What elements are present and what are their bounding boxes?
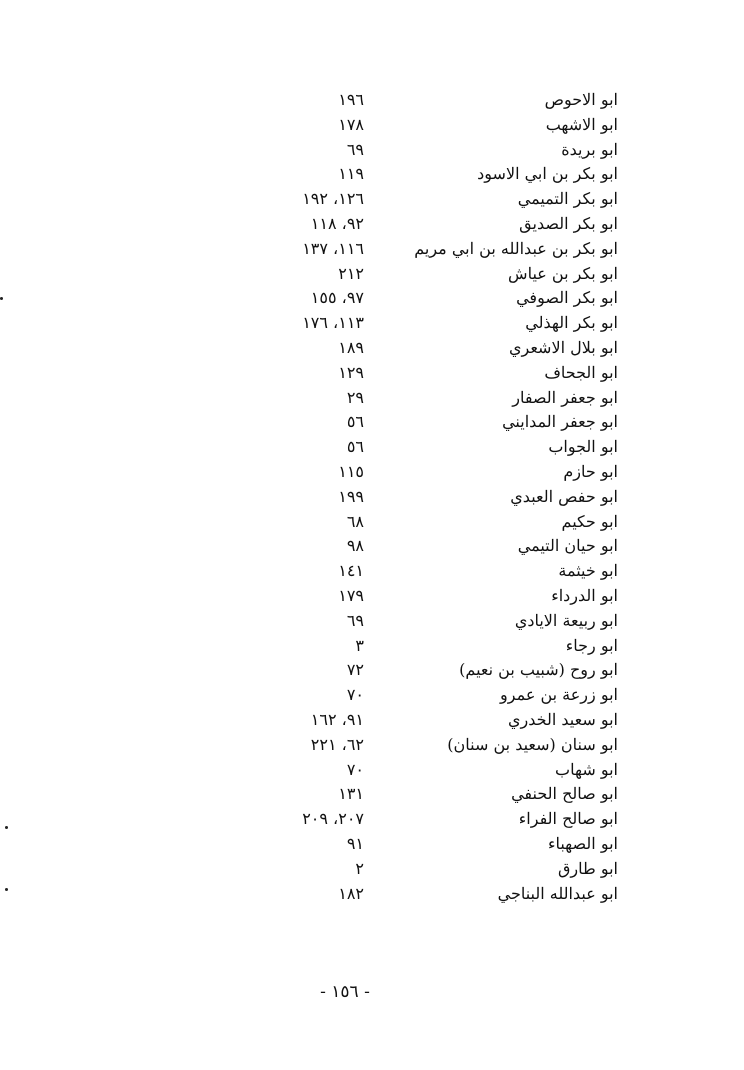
index-entry [0, 361, 744, 386]
entry-page-refs: ٩٢، ١١٨ [310, 213, 364, 233]
index-entry [0, 882, 744, 907]
entry-page-refs: ١٨٢ [338, 883, 364, 903]
entry-name: ابو روح (شبيب بن نعيم) [459, 660, 618, 680]
entry-name: ابو بكر الصوفي [516, 288, 618, 308]
entry-name: ابو ربيعة الايادي [514, 610, 618, 630]
entry-page-refs: ٧٠ [346, 759, 364, 779]
entry-page-refs: ١١٩ [338, 164, 364, 184]
entry-page-refs: ٢٩ [346, 387, 364, 407]
index-entry [0, 435, 744, 460]
entry-name: ابو طارق [558, 858, 618, 878]
index-entry [0, 187, 744, 212]
page-number: - ١٥٦ - [320, 982, 370, 1002]
entry-name: ابو عبدالله البناجي [497, 883, 618, 903]
entry-name: ابو حكيم [561, 511, 618, 531]
entry-page-refs: ٢ [355, 858, 364, 878]
index-entry [0, 162, 744, 187]
index-entry [0, 584, 744, 609]
index-entry [0, 658, 744, 683]
index-entry [0, 460, 744, 485]
entry-name: ابو خيثمة [558, 561, 618, 581]
entry-name: ابو جعفر المدايني [502, 412, 618, 432]
entry-page-refs: ٣ [355, 635, 364, 655]
entry-page-refs: ١٩٦ [338, 90, 364, 109]
entry-page-refs: ١٣١ [338, 784, 364, 804]
entry-page-refs: ١١٣، ١٧٦ [302, 313, 364, 333]
entry-name: ابو الاشهب [545, 114, 618, 134]
edge-mark [0, 297, 3, 300]
index-entry [0, 733, 744, 758]
index-entry [0, 410, 744, 435]
entry-page-refs: ١١٥ [338, 461, 364, 481]
index-entry [0, 634, 744, 659]
entry-page-refs: ٩١، ١٦٢ [310, 709, 364, 729]
index-entry [0, 609, 744, 634]
index-entry [0, 262, 744, 287]
entry-name: ابو بكر بن ابي الاسود [477, 164, 618, 184]
edge-mark [5, 826, 8, 829]
entry-page-refs: ٦٨ [346, 511, 364, 531]
entry-name: ابو بريدة [561, 139, 618, 159]
entry-page-refs: ٦٢، ٢٢١ [310, 734, 364, 754]
entry-name: ابو صالح الفراء [518, 809, 618, 829]
entry-page-refs: ١٤١ [338, 561, 364, 581]
entry-name: ابو حفص العبدي [510, 486, 618, 506]
index-entry [0, 485, 744, 510]
entry-name: ابو بكر التميمي [517, 189, 618, 209]
entry-name: ابو بكر بن عبدالله بن ابي مريم [414, 238, 618, 258]
entry-name: ابو الصهباء [547, 833, 618, 853]
index-entry [0, 534, 744, 559]
entry-page-refs: ٦٩ [346, 139, 364, 159]
entry-page-refs: ١٢٩ [338, 362, 364, 382]
index-entry [0, 857, 744, 882]
index-entry [0, 386, 744, 411]
entry-page-refs: ٧٠ [346, 685, 364, 705]
index-entry [0, 708, 744, 733]
entry-page-refs: ٧٢ [346, 660, 364, 680]
entry-name: ابو رجاء [565, 635, 618, 655]
entry-page-refs: ١٧٨ [338, 114, 364, 134]
index-entry [0, 88, 744, 113]
entry-page-refs: ١٩٩ [338, 486, 364, 506]
entry-name: ابو الجحاف [544, 362, 618, 382]
entry-page-refs: ٩٨ [346, 536, 364, 556]
entry-name: ابو سنان (سعيد بن سنان) [447, 734, 618, 754]
entry-page-refs: ٥٦ [346, 412, 364, 432]
entry-page-refs: ١٧٩ [338, 585, 364, 605]
edge-mark [5, 888, 8, 891]
entry-name: ابو بكر الهذلي [525, 313, 618, 333]
entry-name: ابو بلال الاشعري [508, 337, 618, 357]
entry-name: ابو الجواب [548, 437, 618, 457]
index-entry [0, 336, 744, 361]
index-entry [0, 832, 744, 857]
entry-page-refs: ١٨٩ [338, 337, 364, 357]
entry-name: ابو الاحوص [544, 90, 618, 109]
index-entry [0, 212, 744, 237]
index-entry [0, 758, 744, 783]
index-entry [0, 237, 744, 262]
index-entry [0, 782, 744, 807]
entry-name: ابو جعفر الصفار [512, 387, 618, 407]
entry-page-refs: ٥٦ [346, 437, 364, 457]
entry-name: ابو بكر الصديق [519, 213, 618, 233]
entry-page-refs: ٦٩ [346, 610, 364, 630]
entry-page-refs: ٩٧، ١٥٥ [310, 288, 364, 308]
index-entry [0, 510, 744, 535]
entry-name: ابو صالح الحنفي [511, 784, 618, 804]
index-entry [0, 683, 744, 708]
entry-page-refs: ١١٦، ١٣٧ [302, 238, 364, 258]
index-entry [0, 286, 744, 311]
entry-page-refs: ٩١ [346, 833, 364, 853]
index-entry [0, 311, 744, 336]
entry-page-refs: ١٢٦، ١٩٢ [302, 189, 364, 209]
index-entry [0, 559, 744, 584]
entry-page-refs: ٢١٢ [338, 263, 364, 283]
entry-name: ابو سعيد الخدري [508, 709, 618, 729]
index-entry [0, 113, 744, 138]
name-index-list [0, 88, 744, 906]
entry-name: ابو شهاب [555, 759, 618, 779]
entry-name: ابو الدرداء [551, 585, 618, 605]
entry-name: ابو زرعة بن عمرو [500, 685, 618, 705]
entry-page-refs: ٢٠٧، ٢٠٩ [302, 809, 364, 829]
entry-name: ابو بكر بن عياش [508, 263, 618, 283]
entry-name: ابو حيان التيمي [517, 536, 618, 556]
index-entry [0, 807, 744, 832]
entry-name: ابو حازم [563, 461, 618, 481]
index-entry [0, 138, 744, 163]
